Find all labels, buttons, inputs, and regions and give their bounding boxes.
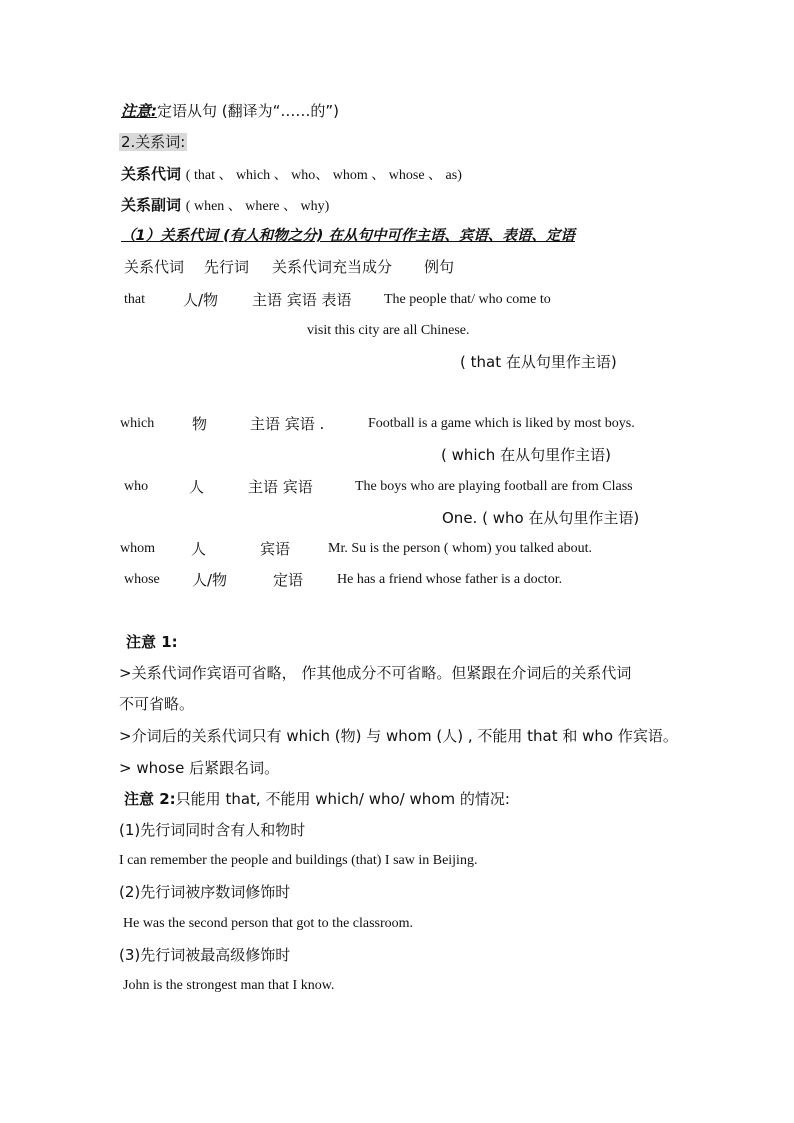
row-role: 定语 — [273, 571, 304, 589]
row-role: 主语 宾语 表语 — [252, 291, 352, 309]
row-note — [460, 352, 617, 373]
row-pronoun: whose — [124, 572, 160, 587]
row-pronoun: which — [120, 416, 155, 431]
row-example: The boys who are playing football are from Class — [355, 479, 633, 494]
header-example: 例句 — [424, 258, 455, 276]
subheading: （1）关系代词 (有人和物之分) 在从句中可作主语、宾语、表语、定语 — [121, 228, 575, 244]
row-pronoun: whom — [120, 541, 155, 556]
row-note — [441, 445, 611, 466]
row-note-text: ( that 在从句里作主语) — [460, 353, 617, 371]
note1-title: 注意 1: — [126, 633, 178, 651]
row-example: Mr. Su is the person ( whom) you talked about. — [328, 541, 593, 556]
header-antecedent: 先行词 — [204, 258, 250, 276]
pronouns-line — [121, 164, 462, 186]
note2-example: He was the second person that got to the classroom. — [123, 916, 414, 931]
adverbs-label: 关系副词 — [121, 196, 182, 214]
note-line — [121, 101, 339, 121]
note-text: 定语从句 (翻译为“……的”) — [157, 102, 340, 120]
note1-line: >关系代词作宾语可省略， 作其他成分不可省略。但紧跟在介词后的关系代词 — [119, 664, 632, 682]
note2-line — [124, 789, 510, 809]
adverbs-list: ( when 、 where 、 why) — [185, 199, 330, 214]
pronouns-label: 关系代词 — [121, 165, 182, 183]
row-antecedent: 物 — [192, 415, 208, 433]
note1-line: >介词后的关系代词只有 which (物) 与 whom (人) , 不能用 that 和 who 作宾语。 — [119, 727, 678, 745]
row-example: He has a friend whose father is a doctor. — [337, 572, 563, 587]
header-role: 关系代词充当成分 — [272, 258, 393, 276]
pronouns-list: ( that 、 which 、 who、 whom 、 whose 、 as) — [185, 168, 462, 183]
row-pronoun: who — [124, 479, 149, 494]
row-antecedent: 人/物 — [192, 571, 228, 589]
note2-example: I can remember the people and buildings (that) I saw in Beijing. — [119, 853, 478, 868]
row-antecedent: 人 — [189, 478, 205, 496]
note2-condition: (3)先行词被最高级修饰时 — [119, 946, 291, 964]
row-role: 主语 宾语 . — [250, 415, 325, 433]
note2-condition: (2)先行词被序数词修饰时 — [119, 883, 291, 901]
note2-example: John is the strongest man that I know. — [123, 978, 335, 993]
adverbs-line — [121, 195, 329, 217]
row-example-continued: visit this city are all Chinese. — [307, 323, 470, 338]
row-antecedent: 人 — [191, 540, 207, 558]
note1-line: 不可省略。 — [119, 695, 195, 713]
row-example-continued — [442, 508, 639, 529]
row-antecedent: 人/物 — [183, 291, 219, 309]
row-role: 主语 宾语 — [248, 478, 313, 496]
row-example-continued-text: One. ( who 在从句里作主语) — [442, 509, 640, 527]
row-example: Football is a game which is liked by most boys. — [368, 416, 635, 431]
section-title-line — [119, 132, 187, 152]
row-pronoun: that — [124, 292, 145, 307]
row-example: The people that/ who come to — [384, 292, 551, 307]
note2-intro: 只能用 that, 不能用 which/ who/ whom 的情况: — [175, 790, 510, 808]
row-role: 宾语 — [260, 540, 291, 558]
note1-line: > whose 后紧跟名词。 — [119, 759, 280, 777]
section-title: 2.关系词: — [121, 133, 186, 151]
row-note-text: ( which 在从句里作主语) — [441, 446, 611, 464]
note-label: 注意: — [121, 102, 157, 120]
note2-condition: (1)先行词同时含有人和物时 — [119, 821, 306, 839]
note2-title: 注意 2: — [124, 790, 176, 808]
header-pronoun: 关系代词 — [124, 258, 185, 276]
